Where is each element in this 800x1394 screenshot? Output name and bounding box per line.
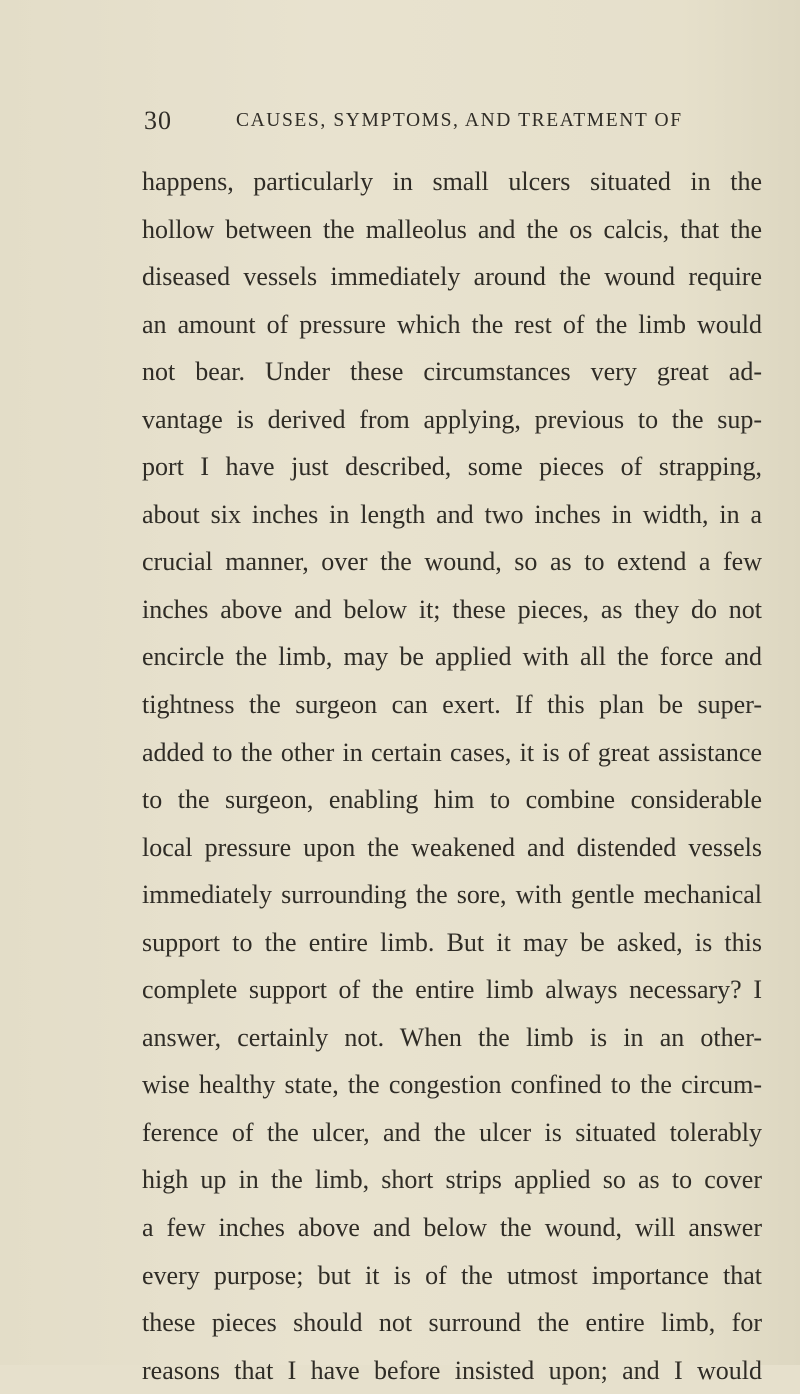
- text-line: immediately surrounding the sore, with gentle mechanical: [142, 880, 762, 910]
- text-line: local pressure upon the weakened and distended vessels: [142, 832, 762, 862]
- text-line: every purpose; but it is of the utmost importance that: [142, 1260, 762, 1290]
- running-title: CAUSES, SYMPTOMS, AND TREATMENT OF: [236, 110, 683, 131]
- text-line: an amount of pressure which the rest of the limb would: [142, 309, 762, 339]
- text-line: to the surgeon, enabling him to combine considerable: [142, 785, 762, 815]
- text-line: hollow between the malleolus and the os calcis, that the: [142, 214, 762, 244]
- text-line: vantage is derived from applying, previous to the sup-: [142, 404, 762, 434]
- text-line: a few inches above and below the wound, will answer: [142, 1213, 762, 1243]
- text-line: complete support of the entire limb always necessary? I: [142, 975, 762, 1005]
- text-line: answer, certainly not. When the limb is in an other-: [142, 1022, 762, 1052]
- page-number: 30: [144, 106, 172, 135]
- running-head: [144, 106, 704, 146]
- body-text: [142, 158, 762, 1394]
- text-line: about six inches in length and two inches in width, in a: [142, 499, 762, 529]
- text-line: diseased vessels immediately around the wound require: [142, 262, 762, 292]
- text-line: these pieces should not surround the entire limb, for: [142, 1308, 762, 1338]
- text-line: crucial manner, over the wound, so as to extend a few: [142, 547, 762, 577]
- text-line: happens, particularly in small ulcers situated in the: [142, 167, 762, 196]
- text-line: inches above and below it; these pieces, as they do not: [142, 594, 762, 624]
- text-line: added to the other in certain cases, it is of great assistance: [142, 737, 762, 767]
- text-line: port I have just described, some pieces of strapping,: [142, 452, 762, 482]
- text-line: tightness the surgeon can exert. If this plan be super-: [142, 690, 762, 720]
- text-line: ference of the ulcer, and the ulcer is situated tolerably: [142, 1117, 762, 1147]
- text-line: high up in the limb, short strips applied so as to cover: [142, 1165, 762, 1195]
- text-line: support to the entire limb. But it may be asked, is this: [142, 927, 762, 957]
- text-line: not bear. Under these circumstances very great ad-: [142, 357, 762, 387]
- text-line: reasons that I have before insisted upon; and I would: [142, 1355, 762, 1385]
- text-line: wise healthy state, the congestion confined to the circum-: [142, 1070, 762, 1100]
- text-line: encircle the limb, may be applied with all the force and: [142, 642, 762, 672]
